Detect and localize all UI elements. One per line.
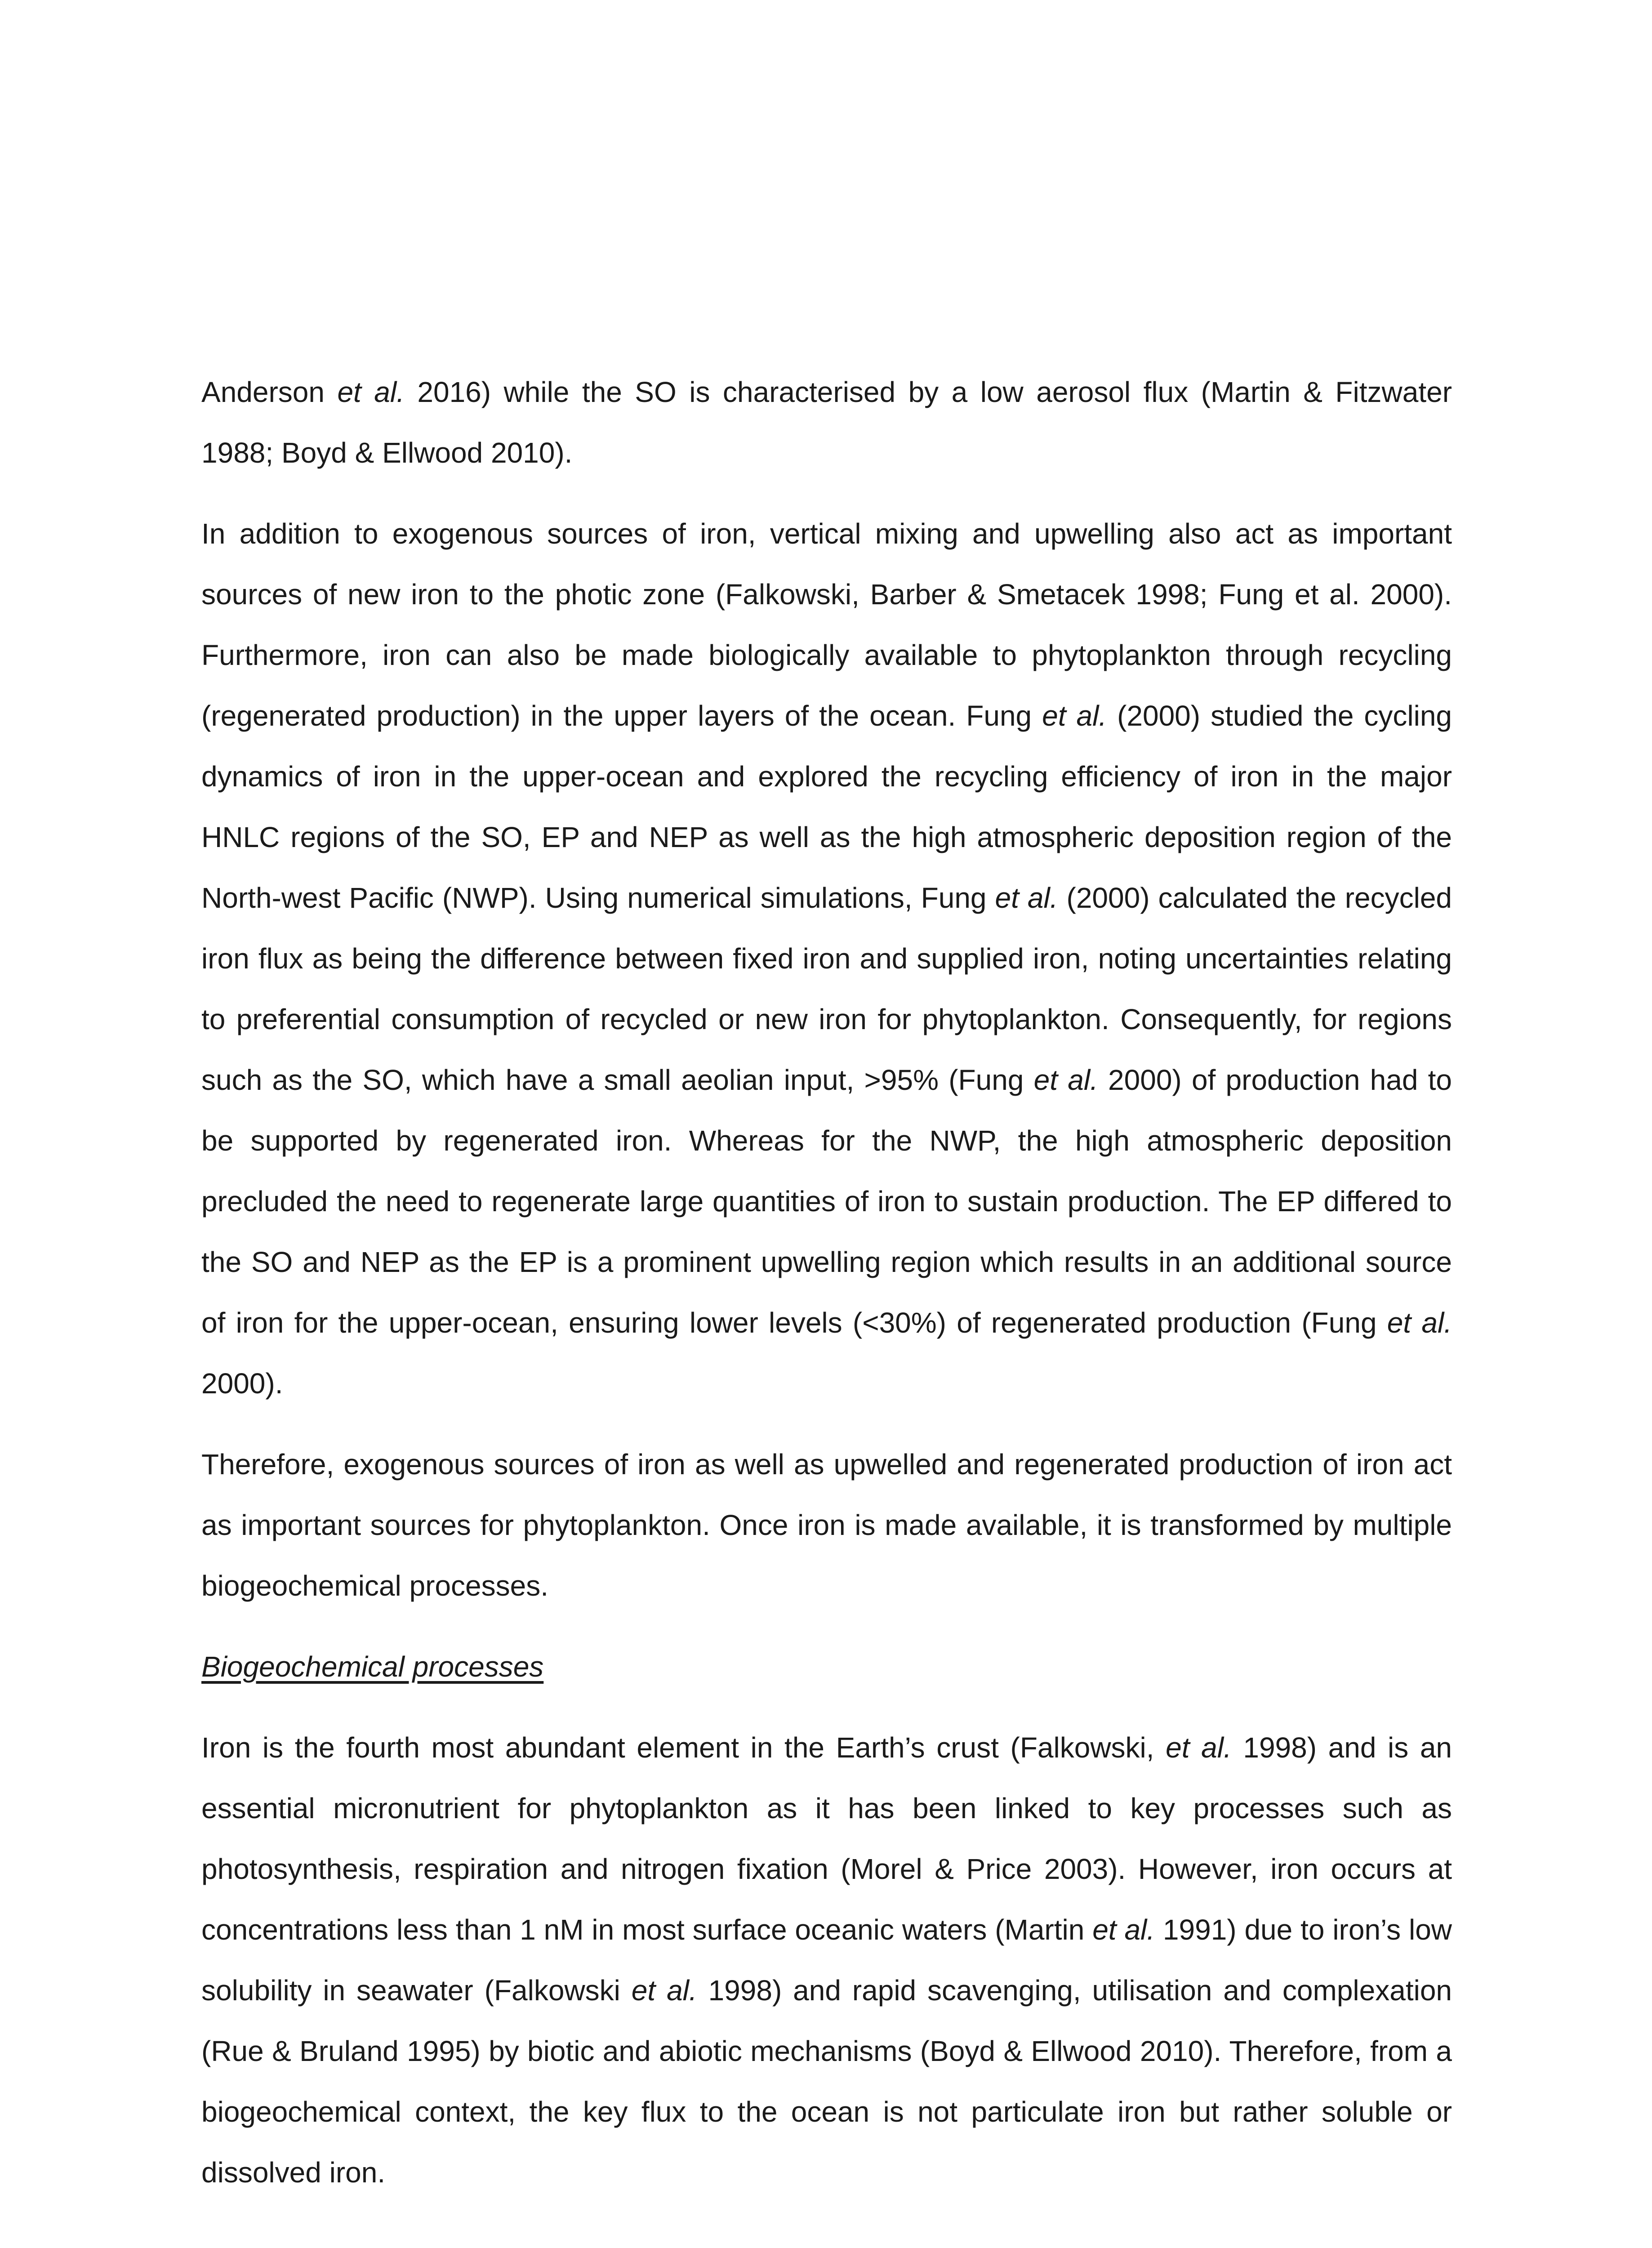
italic-text-run: et al.: [995, 882, 1058, 914]
text-run: (2000) studied the cycling dynamics of iron in the upper-ocean and explored the recycling efficiency of iron in the major HNLC regions of the SO, EP and NEP as well as the high atmospheric deposition region of the North-west Pacific (NWP). Using numerical simulations, Fung: [201, 700, 1452, 914]
paragraph-3: [201, 1434, 1452, 1616]
text-run: (2000) calculated the recycled iron flux as being the difference between fixed iron and supplied iron, noting uncertainties relating to preferential consumption of recycled or new iron for phytoplankton. Consequently, for regions such as the SO, which have a small aeolian input, >95% (Fung: [201, 882, 1452, 1096]
text-run: 2000) of production had to be supported by regenerated iron. Whereas for the NWP, the high atmospheric deposition precluded the need to regenerate large quantities of iron to sustain production. The EP differed to the SO and NEP as the EP is a prominent upwelling region which results in an additional source of iron for the upper-ocean, ensuring lower levels (<30%) of regenerated production (Fung: [201, 1064, 1452, 1339]
italic-text-run: et al.: [337, 376, 405, 408]
paragraph-2: [201, 504, 1452, 1414]
text-run: Iron is the fourth most abundant element in the Earth’s crust (Falkowski,: [201, 1731, 1166, 1764]
section-heading: Biogeochemical processes: [201, 1650, 544, 1683]
paragraph-1: [201, 362, 1452, 483]
text-run: Therefore, exogenous sources of iron as well as upwelled and regenerated production of iron act as important sources for phytoplankton. Once iron is made available, it is transformed by multiple biogeochemical processes.: [201, 1448, 1452, 1602]
text-run: 1998) and rapid scavenging, utilisation and complexation (Rue & Bruland 1995) by biotic and abiotic mechanisms (Boyd & Ellwood 2010). Therefore, from a biogeochemical context, the key flux to the ocean is not particulate iron but rather soluble or dissolved iron.: [201, 1974, 1452, 2189]
text-run: 1998) and is an essential micronutrient for phytoplankton as it has been linked to key processes such as photosynthesis, respiration and nitrogen fixation (Morel & Price 2003). However, iron occurs at concentrations less than 1 nM in most surface oceanic waters (Martin: [201, 1731, 1452, 1946]
text-run: 2016) while the SO is characterised by a low aerosol flux (Martin & Fitzwater 1988; Boyd & Ellwood 2010).: [201, 376, 1452, 469]
document-body: [201, 362, 1452, 2203]
paragraph-4: [201, 1717, 1452, 2203]
italic-text-run: et al.: [1033, 1064, 1098, 1096]
italic-text-run: et al.: [1387, 1307, 1452, 1339]
italic-text-run: et al.: [631, 1974, 697, 2007]
italic-text-run: et al.: [1092, 1913, 1155, 1946]
text-run: Anderson: [201, 376, 338, 408]
text-run: 2000).: [201, 1367, 283, 1400]
italic-text-run: et al.: [1042, 700, 1107, 732]
text-run: In addition to exogenous sources of iron, vertical mixing and upwelling also act as important sources of new iron to the photic zone (Falkowski, Barber & Smetacek 1998; Fung et al. 2000). Furthermore, iron can also be made biologically available to phytoplankton through recycling (regenerated production) in the upper layers of the ocean. Fung: [201, 517, 1452, 732]
italic-text-run: et al.: [1166, 1731, 1232, 1764]
text-run: 1991) due to iron’s low solubility in seawater (Falkowski: [201, 1913, 1452, 2007]
